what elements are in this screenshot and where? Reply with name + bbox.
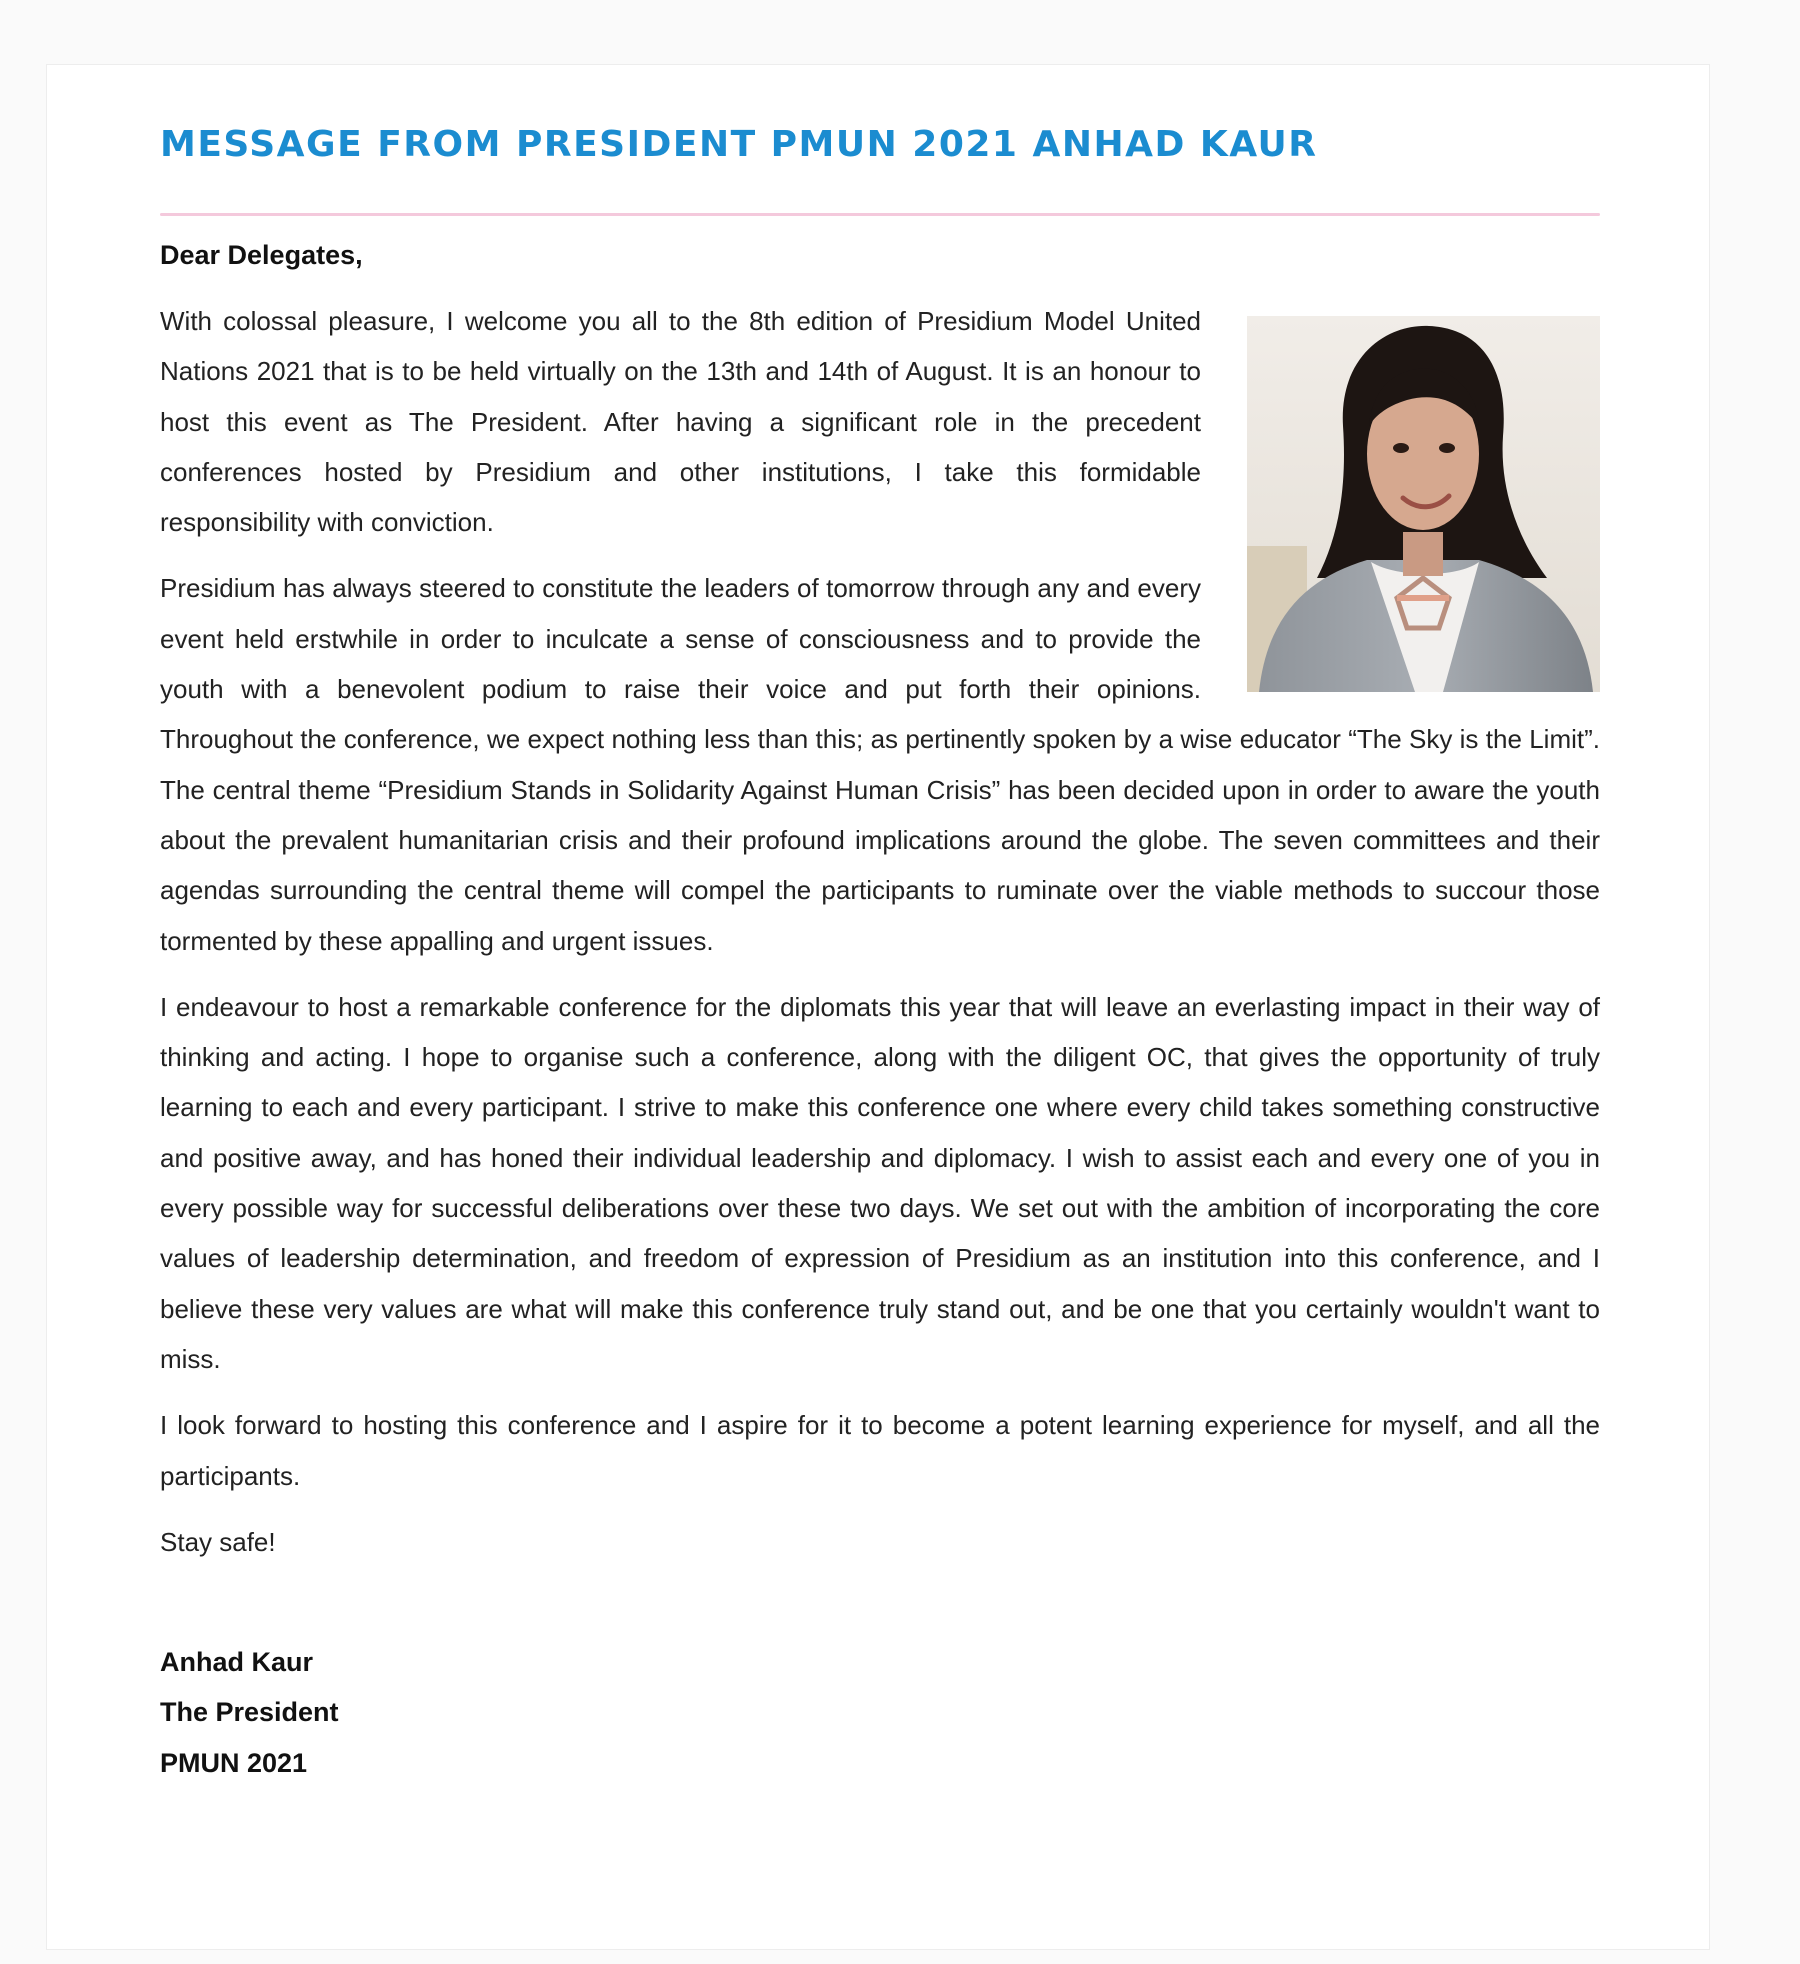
- signature-event: PMUN 2021: [160, 1747, 308, 1778]
- paragraph-3: I endeavour to host a remarkable conference for the diplomats this year that will leave an everlasting impact in their way of thinking and acting. I hope to organise such a conference, along with the diligent OC, that gives the opportunity of truly learning to each and every participant. I strive to make this conference one where every child takes something constructive and positive away, and has honed their individual leadership and diplomacy. I wish to assist each and every one of you in every possible way for successful deliberations over these two days. We set out with the ambition of incorporating the core values of leadership determination, and freedom of expression of Presidium as an institution into this conference, and I believe these very values are what will make this conference truly stand out, and be one that you certainly wouldn't want to miss.: [160, 991, 1600, 1374]
- letter-body: [160, 296, 1600, 1567]
- signature-role: The President: [160, 1697, 339, 1728]
- signature-name: Anhad Kaur: [160, 1647, 314, 1678]
- paragraph-2: Presidium has always steered to constitute the leaders of tomorrow through any and every event held erstwhile in order to inculcate a sense of consciousness and to provide the youth with a benevolent podium to raise their voice and put forth their opinions. Throughout the conference, we expect nothing less than this; as pertinently spoken by a wise educator “The Sky is the Limit”. The central theme “Presidium Stands in Solidarity Against Human Crisis” has been decided upon in order to aware the youth about the prevalent humanitarian crisis and their profound implications around the globe. The seven committees and their agendas surrounding the central theme will compel the participants to ruminate over the viable methods to succour those tormented by these appalling and urgent issues.: [160, 573, 1600, 956]
- document-page: [46, 64, 1710, 1950]
- president-portrait-photo: [1247, 316, 1600, 692]
- portrait-photo-icon: [1247, 316, 1600, 692]
- signature-block: [160, 1637, 1600, 1788]
- paragraph-1: With colossal pleasure, I welcome you all to the 8th edition of Presidium Model United Nations 2021 that is to be held virtually on the 13th and 14th of August. It is an honour to host this event as The President. After having a significant role in the precedent conferences hosted by Presidium and other institutions, I take this formidable responsibility with conviction.: [160, 306, 1201, 538]
- paragraph-5: Stay safe!: [160, 1526, 276, 1557]
- page-title: MESSAGE FROM PRESIDENT PMUN 2021 ANHAD KAUR: [160, 124, 1318, 165]
- paragraph-4: I look forward to hosting this conference and I aspire for it to become a potent learning experience for myself, and all the participants.: [160, 1410, 1600, 1491]
- salutation: Dear Delegates,: [160, 240, 363, 270]
- title-divider: [160, 213, 1600, 216]
- letter-content: [160, 105, 1600, 1788]
